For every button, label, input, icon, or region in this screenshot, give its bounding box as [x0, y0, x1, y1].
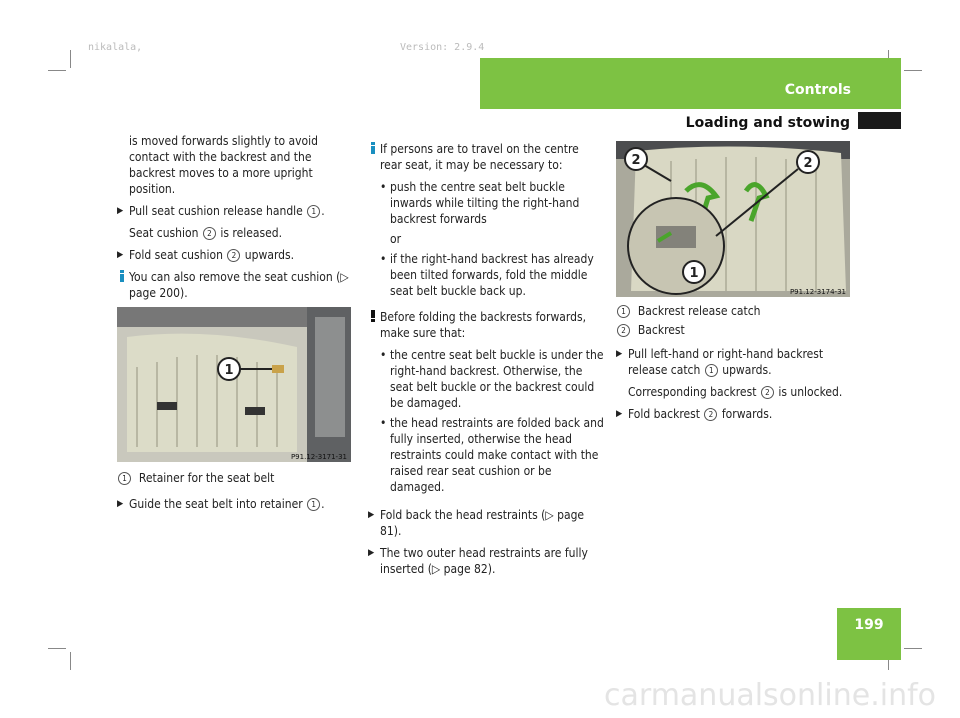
chapter-tab-label: Controls [784, 82, 851, 98]
bullet-item [368, 347, 604, 411]
or-text: or [390, 232, 402, 246]
bullet-icon: • [380, 180, 387, 194]
punct: . [321, 204, 325, 218]
section-marker-bar [858, 112, 901, 129]
caption-text: Backrest release catch [637, 304, 761, 318]
info-note [117, 269, 355, 301]
seat-belt-retainer-photo [117, 307, 351, 462]
photo-callout-1: 1 [689, 266, 699, 281]
step [117, 203, 355, 219]
warning-text: Before folding the backrests forwards, make sure that: [380, 310, 587, 340]
arrow-icon: ▶ [117, 499, 124, 509]
crop-mark [48, 648, 66, 649]
caption-text: Retainer for the seat belt [138, 471, 275, 485]
info-text: If persons are to travel on the centre rear seat, it may be necessary to: [380, 142, 579, 172]
paragraph: is moved forwards slightly to avoid contact with the backrest and the backrest moves to a more upright position. [129, 134, 318, 196]
step-text: The two outer head restraints are fully inserted ( [380, 546, 588, 576]
bullet-text: if the right-hand backrest has already been tilted forwards, fold the middle seat belt buckle back up. [390, 252, 594, 298]
callout-number: 1 [705, 364, 718, 377]
step-text: Fold seat cushion [129, 248, 223, 262]
photo-code: P91.12-3171-31 [290, 453, 347, 461]
step-text: Guide the seat belt into retainer [129, 497, 303, 511]
column-3 [616, 303, 856, 428]
step [368, 545, 604, 577]
page-ref-arrow: ▷ [340, 270, 349, 284]
step [616, 346, 856, 378]
bullet-icon: • [380, 416, 387, 430]
callout-number: 1 [307, 205, 320, 218]
chapter-tab [480, 58, 901, 109]
crop-mark [904, 70, 922, 71]
photo-code: P91.12-3174-31 [789, 288, 846, 296]
bullet-icon: • [380, 348, 387, 362]
crop-mark [904, 648, 922, 649]
step-result [616, 384, 856, 400]
step [117, 496, 355, 512]
bullet-text: push the centre seat belt buckle inwards while tilting the right-hand backrest forwards [390, 180, 580, 226]
bullet-item [368, 415, 604, 495]
step-text: Fold backrest [628, 407, 700, 421]
crop-mark [70, 50, 71, 68]
photo-callout-2: 2 [631, 153, 641, 168]
callout-number: 2 [203, 227, 216, 240]
callout-number: 1 [307, 498, 320, 511]
crop-mark [48, 70, 66, 71]
arrow-icon: ▶ [616, 409, 623, 419]
backrest-release-photo [616, 141, 850, 297]
watermark: carmanualsonline.info [604, 678, 936, 713]
result-text: Seat cushion [129, 226, 199, 240]
callout-number: 1 [617, 305, 630, 318]
arrow-icon: ▶ [117, 206, 124, 216]
step-text: forwards. [721, 407, 773, 421]
bullet-text: the head restraints are folded back and fully inserted, otherwise the head restraints could make contact with the raised rear seat cushion or be damaged. [390, 416, 604, 494]
warning-icon [368, 310, 378, 322]
info-note [368, 141, 604, 173]
bullet-item [368, 251, 604, 299]
print-mark-left: nikalala, [88, 42, 143, 53]
callout-number: 2 [761, 386, 774, 399]
arrow-icon: ▶ [616, 349, 623, 359]
column-1-lower [117, 470, 355, 518]
bullet-icon: • [380, 252, 387, 266]
step-text: Fold back the head restraints ( [380, 508, 546, 522]
callout-number: 2 [227, 249, 240, 262]
photo-callout-2: 2 [803, 156, 813, 171]
callout-number: 2 [617, 324, 630, 337]
arrow-icon: ▶ [117, 250, 124, 260]
step-text: Pull seat cushion release handle [129, 204, 303, 218]
caption-text: Backrest [637, 323, 685, 337]
result-text: Corresponding backrest [628, 385, 757, 399]
section-title: Loading and stowing [685, 115, 850, 131]
info-text: You can also remove the seat cushion ( [129, 270, 341, 284]
info-text: page 200). [129, 286, 188, 300]
step-text: Pull left-hand or right-hand backrest release catch [628, 347, 824, 377]
page-number: 199 [854, 617, 884, 633]
step [117, 247, 355, 263]
callout-number: 2 [704, 408, 717, 421]
warning-note [368, 309, 604, 341]
figure-caption [616, 322, 856, 338]
column-2 [368, 141, 604, 583]
step-text: page 81). [380, 508, 585, 538]
step-text: upwards. [244, 248, 295, 262]
print-mark-version: Version: 2.9.4 [400, 42, 485, 53]
punct: . [321, 497, 325, 511]
info-icon [368, 142, 378, 154]
bullet-text: the centre seat belt buckle is under the right-hand backrest. Otherwise, the seat belt buckle or the backrest could be damaged. [390, 348, 604, 410]
result-text: is unlocked. [778, 385, 843, 399]
callout-number: 1 [118, 472, 131, 485]
result-text: is released. [220, 226, 283, 240]
step [616, 406, 856, 422]
step-text: page 82). [440, 562, 496, 576]
column-1 [117, 133, 355, 307]
crop-mark [70, 652, 71, 670]
bullet-item [368, 179, 604, 227]
figure-caption [616, 303, 856, 319]
photo-callout-1: 1 [224, 363, 234, 378]
info-icon [117, 270, 127, 282]
step-text: upwards. [722, 363, 772, 377]
page-ref-arrow: ▷ [545, 508, 554, 522]
step-result [117, 225, 355, 241]
page-number-box [837, 608, 901, 660]
arrow-icon: ▶ [368, 510, 375, 520]
arrow-icon: ▶ [368, 548, 375, 558]
figure-caption [117, 470, 355, 486]
step [368, 507, 604, 539]
page-ref-arrow: ▷ [431, 562, 441, 576]
